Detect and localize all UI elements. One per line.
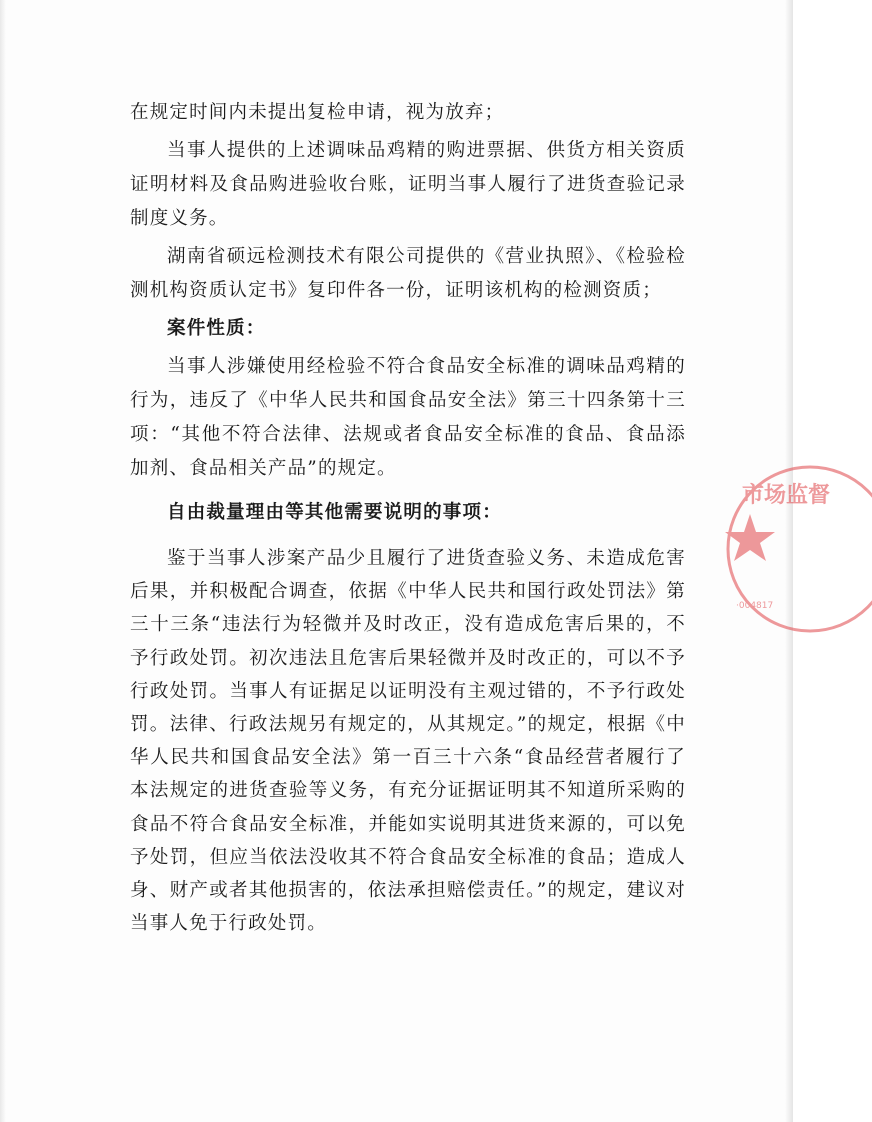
paragraph-recheck: 在规定时间内未提出复检申请，视为放弃； <box>130 102 505 123</box>
paragraph-case-nature: 当事人涉嫌使用经检验不符合食品安全标准的调味品鸡精的行为，违反了《中华人民共和国食品安全法》第三十四条第十三项：“其他不符合法律、法规或者食品安全标准的食品、食品添加剂、食品相关产品”的规定。 <box>130 356 686 479</box>
paragraph-discretion: 鉴于当事人涉案产品少且履行了进货查验义务、未造成危害后果，并积极配合调查，依据《中华人民共和国行政处罚法》第三十三条“违法行为轻微并及时改正，没有造成危害后果的，不予行政处罚。初次违法且危害后果轻微并及时改正的，可以不予行政处罚。当事人有证据足以证明没有主观过错的，不予行政处罚。法律、行政法规另有规定的，从其规定。”的规定，根据《中华人民共和国食品安全法》第一百三十六条“食品经营者履行了本法规定的进货查验等义务，有充分证据证明其不知道所采购的食品不符合食品安全标准，并能如实说明其进货来源的，可以免予处罚，但应当依法没收其不符合食品安全标准的食品；造成人身、财产或者其他损害的，依法承担赔偿责任。”的规定，建议对当事人免于行政处罚。 <box>130 548 686 935</box>
svg-text:市场监督: 市场监督 <box>742 483 831 508</box>
svg-text:·004817: ·004817 <box>736 601 774 611</box>
paragraph-lab-qualification: 湖南省硕远检测技术有限公司提供的《营业执照》、《检验检测机构资质认定书》复印件各一份，证明该机构的检测资质； <box>130 246 686 301</box>
paragraph-purchase-records: 当事人提供的上述调味品鸡精的购进票据、供货方相关资质证明材料及食品购进验收台账，证明当事人履行了进货查验记录制度义务。 <box>130 140 686 229</box>
heading-discretion: 自由裁量理由等其他需要说明的事项： <box>167 502 502 523</box>
heading-case-nature: 案件性质： <box>167 318 266 339</box>
official-seal-stamp <box>722 460 872 638</box>
scan-edge-left <box>0 0 6 1122</box>
document-body <box>130 96 686 944</box>
